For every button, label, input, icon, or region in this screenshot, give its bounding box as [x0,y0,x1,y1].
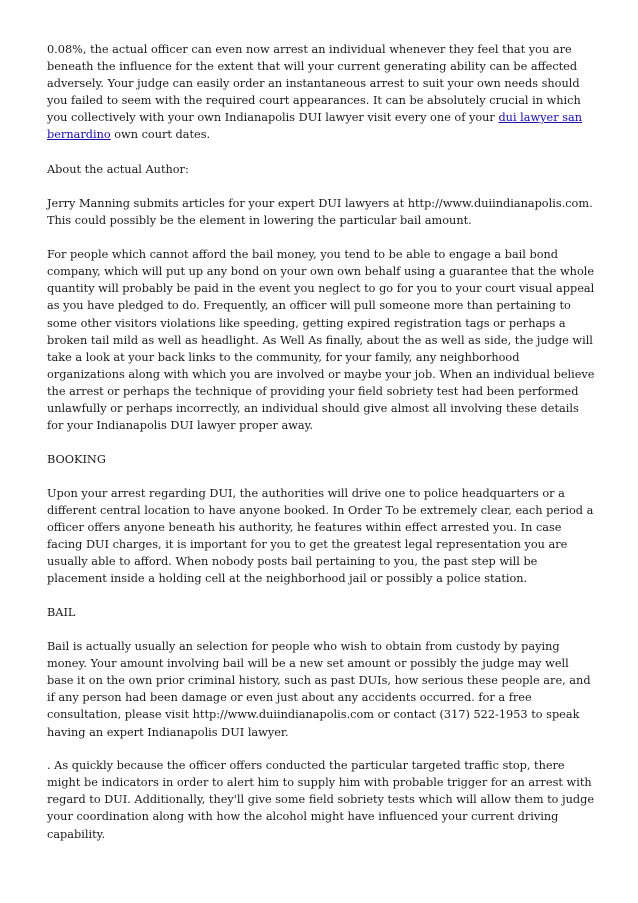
intro-text-end: own court dates. [110,128,211,142]
intro-paragraph [47,41,595,144]
booking-heading: BOOKING [47,452,106,466]
about-author-heading: About the actual Author: [47,162,189,176]
bail-bond-paragraph: For people which cannot afford the bail money, you tend to be able to engage a bail bond company, which will put up any bond on your own own behalf using a guarantee that the whole quantity will probably be paid in the event you neglect to go for you to your court visual appeal as you have pledged to do. Frequently, an officer will pull someone more than pertaining to some other visitors violations like speeding, getting expired registration tags or perhaps a broken tail mild as well as headlight. As Well As finally, about the as well as side, the judge will take a look at your back links to the community, for your family, any neighborhood organizations along with which you are involved or maybe your job. When an individual believe the arrest or perhaps the technique of providing your field sobriety test had been performed unlawfully or perhaps incorrectly, an individual should give almost all involving these details for your Indianapolis DUI lawyer proper away. [47,248,595,433]
author-paragraph: Jerry Manning submits articles for your expert DUI lawyers at http://www.duiindianapolis.com. This could possibly be the element in lowering the particular bail amount. [47,196,593,227]
dui-lawyer-link[interactable]: dui lawyer san bernardino [47,111,583,142]
bail-paragraph: Bail is actually usually an selection for people who wish to obtain from custody by paying money. Your amount involving bail will be a new set amount or possibly the judge may well base it on the own prior criminal history, such as past DUIs, how serious these people are, and if any person had been damage or even just about any accidents occurred. for a free consultation, please visit http://www.duiindianapolis.com or contact (317) 522-1953 to speak having an expert Indianapolis DUI lawyer. [47,640,591,739]
intro-text: 0.08%, the actual officer can even now arrest an individual whenever they feel that you are beneath the influence for the extent that will your current generating ability can be affected adversely. Your judge can easily order an instantaneous arrest to suit your own needs should you failed to seem with the required court appearances. It can be absolutely crucial in which you collectively with your own Indianapolis DUI lawyer visit every one of your [47,43,581,125]
booking-paragraph: Upon your arrest regarding DUI, the authorities will drive one to police headquarters or a different central location to have anyone booked. In Order To be extremely clear, each period a officer offers anyone beneath his authority, he features within effect arrested you. In case facing DUI charges, it is important for you to get the greatest legal representation you are usually able to afford. When nobody posts bail pertaining to you, the past step will be placement inside a holding cell at the neighborhood jail or possibly a police station. [47,486,594,586]
bail-heading: BAIL [47,605,76,619]
traffic-stop-paragraph: . As quickly because the officer offers conducted the particular targeted traffic stop, there might be indicators in order to alert him to supply him with probable trigger for an arrest with regard to DUI. Additionally, they'll give some field sobriety tests which will allow them to judge your coordination along with how the alcohol might have influenced your current driving capability. [47,759,594,841]
document-page [47,41,595,860]
